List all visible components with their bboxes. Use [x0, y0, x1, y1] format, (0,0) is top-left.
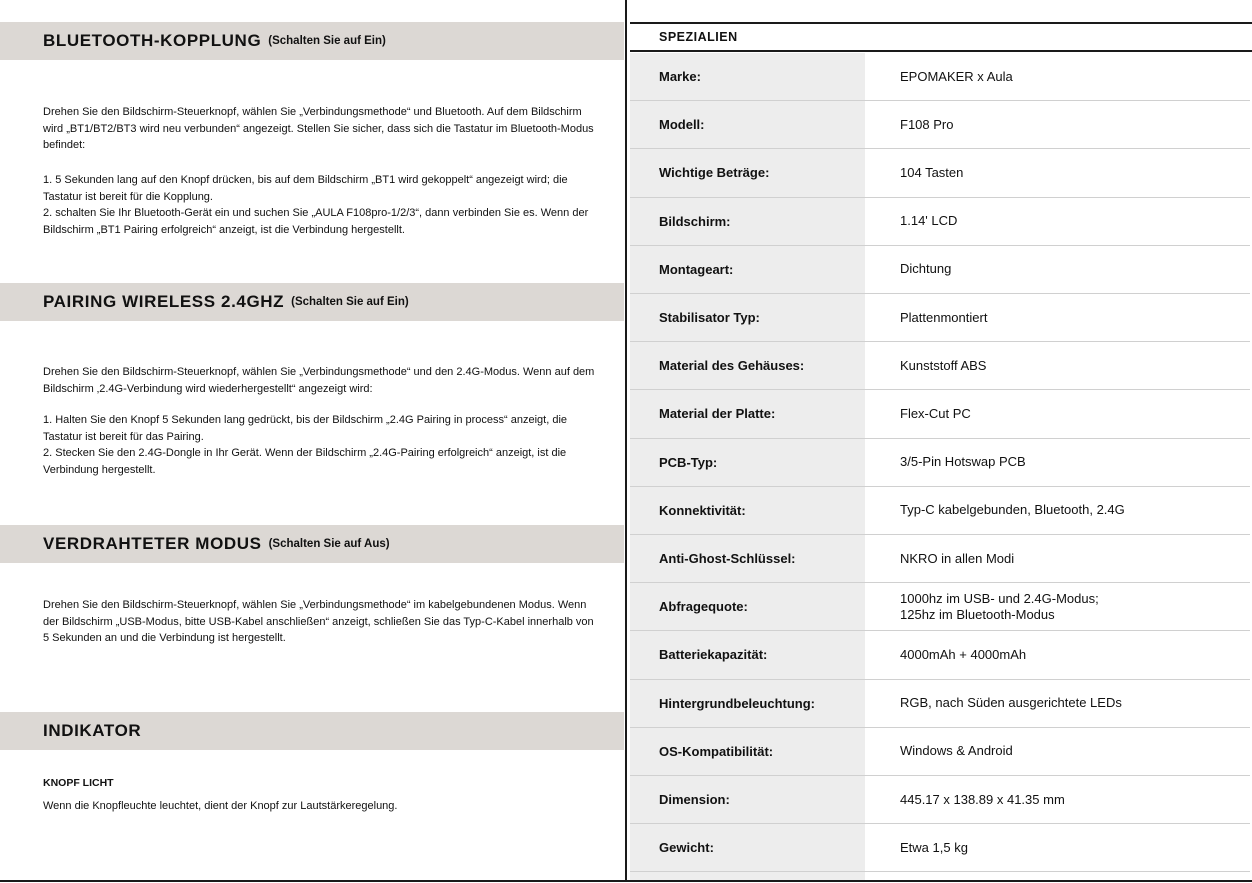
spec-row: [630, 680, 1250, 728]
section-title: PAIRING WIRELESS 2.4GHZ: [43, 292, 285, 311]
spec-value: Windows & Android: [900, 743, 1013, 759]
spec-label: Material des Gehäuses:: [659, 358, 805, 374]
spec-label: Modell:: [659, 117, 705, 133]
spec-row: [630, 342, 1250, 390]
bottom-rule: [0, 880, 1252, 882]
spec-value: 445.17 x 138.89 x 41.35 mm: [900, 791, 1065, 807]
spec-value: 1000hz im USB- und 2.4G-Modus; 125hz im Bluetooth-Modus: [900, 590, 1099, 622]
wired-intro: Drehen Sie den Bildschirm-Steuerknopf, wählen Sie „Verbindungsmethode“ im kabelgebundenen Modus. Wenn der Bildschirm „USB-Modus, bitte USB-Kabel anschließen“ anzeigt, schließen Sie das Typ-C-Kabel innerhalb von 5 Sekunden an und die Verbindung ist hergestellt.: [43, 599, 594, 645]
spec-row: [630, 631, 1250, 679]
spec-label: Bildschirm:: [659, 213, 731, 229]
section-title: VERDRAHTETER MODUS: [43, 534, 262, 553]
wireless-steps: 1. Halten Sie den Knopf 5 Sekunden lang gedrückt, bis der Bildschirm „2.4G Pairing in process“ anzeigt, die Tastatur ist bereit für das Pairing. 2. Stecken Sie den 2.4G-Dongle in Ihr Gerät. Wenn der Bildschirm „2.4G-Pairing erfolgreich“ anzeigt, ist die Verbindung hergestellt.: [43, 414, 568, 476]
spec-row: [630, 101, 1250, 149]
spec-value: Typ-C kabelgebunden, Bluetooth, 2.4G: [900, 502, 1125, 518]
spec-label: Wichtige Beträge:: [659, 165, 770, 181]
spec-row: [630, 583, 1250, 631]
specs-title: SPEZIALIEN: [630, 22, 1252, 52]
spec-row: [630, 487, 1250, 535]
spec-label: Stabilisator Typ:: [659, 310, 760, 326]
bluetooth-intro: Drehen Sie den Bildschirm-Steuerknopf, wählen Sie „Verbindungsmethode“ und Bluetooth. Auf dem Bildschirm wird „BT1/BT2/BT3 wird neu verbunden“ angezeigt. Stellen Sie sicher, dass sich die Tastatur im Bluetooth-Modus befindet:: [43, 106, 594, 152]
instructions-column: [0, 0, 624, 883]
section-title: BLUETOOTH-KOPPLUNG: [43, 31, 262, 50]
spec-label: Konnektivität:: [659, 502, 746, 518]
spec-row: [630, 149, 1250, 197]
section-header-bluetooth: [0, 22, 624, 60]
spec-row: [630, 776, 1250, 824]
section-header-wireless: [0, 283, 624, 321]
section-note: (Schalten Sie auf Aus): [268, 538, 390, 550]
spec-value: 4000mAh + 4000mAh: [900, 646, 1027, 662]
spec-label: Gewicht:: [659, 840, 714, 856]
spec-value: RGB, nach Süden ausgerichtete LEDs: [900, 695, 1122, 711]
spec-label: Material der Platte:: [659, 406, 776, 422]
indicator-text: Wenn die Knopfleuchte leuchtet, dient der Knopf zur Lautstärkeregelung.: [43, 800, 398, 812]
spec-value: Dichtung: [900, 261, 952, 277]
section-header-wired: [0, 525, 624, 563]
spec-row: [630, 294, 1250, 342]
spec-label: Montageart:: [659, 261, 734, 277]
spec-label: Abfragequote:: [659, 599, 748, 615]
section-note: (Schalten Sie auf Ein): [291, 296, 409, 308]
spec-row: [630, 53, 1250, 101]
spec-value: NKRO in allen Modi: [900, 550, 1015, 566]
spec-value: 3/5-Pin Hotswap PCB: [900, 454, 1026, 470]
spec-row: [630, 439, 1250, 487]
spec-value: 1.14' LCD: [900, 213, 958, 229]
spec-row: [630, 390, 1250, 438]
spec-value: Flex-Cut PC: [900, 405, 971, 421]
spec-value: F108 Pro: [900, 116, 954, 132]
spec-value: Kunststoff ABS: [900, 357, 987, 373]
spec-row: [630, 535, 1250, 583]
section-header-indicator: [0, 712, 624, 750]
spec-value: Plattenmontiert: [900, 309, 988, 325]
spec-label: PCB-Typ:: [659, 454, 718, 470]
column-divider: [625, 0, 627, 880]
spec-row: [630, 198, 1250, 246]
spec-value: EPOMAKER x Aula: [900, 68, 1013, 84]
spec-label: OS-Kompatibilität:: [659, 743, 774, 759]
section-note: (Schalten Sie auf Ein): [268, 35, 386, 47]
spec-label: Batteriekapazität:: [659, 647, 768, 663]
section-title: INDIKATOR: [43, 721, 142, 740]
spec-row: [630, 824, 1250, 872]
spec-label: Anti-Ghost-Schlüssel:: [659, 551, 796, 567]
bluetooth-steps: 1. 5 Sekunden lang auf den Knopf drücken, bis auf dem Bildschirm „BT1 wird gekoppelt“ angezeigt wird; die Tastatur ist bereit für die Kopplung. 2. schalten Sie Ihr Bluetooth-Gerät ein und suchen Sie „AULA F108pro-1/2/3“, dann verbinden Sie es. Wenn der Bildschirm „BT1 Pairing erfolgreich“ anzeigt, ist die Verbindung hergestellt.: [43, 174, 589, 236]
indicator-subhead: KNOPF LICHT: [43, 777, 114, 789]
spec-value: 104 Tasten: [900, 164, 964, 180]
wireless-intro: Drehen Sie den Bildschirm-Steuerknopf, wählen Sie „Verbindungsmethode“ und den 2.4G-Modus. Wenn auf dem Bildschirm ‚2.4G-Verbindung wird wiederhergestellt“ angezeigt wird:: [43, 366, 595, 395]
spec-label: Hintergrundbeleuchtung:: [659, 695, 815, 711]
spec-label: Marke:: [659, 69, 701, 85]
spec-row: [630, 728, 1250, 776]
spec-row: [630, 246, 1250, 294]
spec-label: Dimension:: [659, 792, 730, 808]
spec-value: Etwa 1,5 kg: [900, 839, 968, 855]
